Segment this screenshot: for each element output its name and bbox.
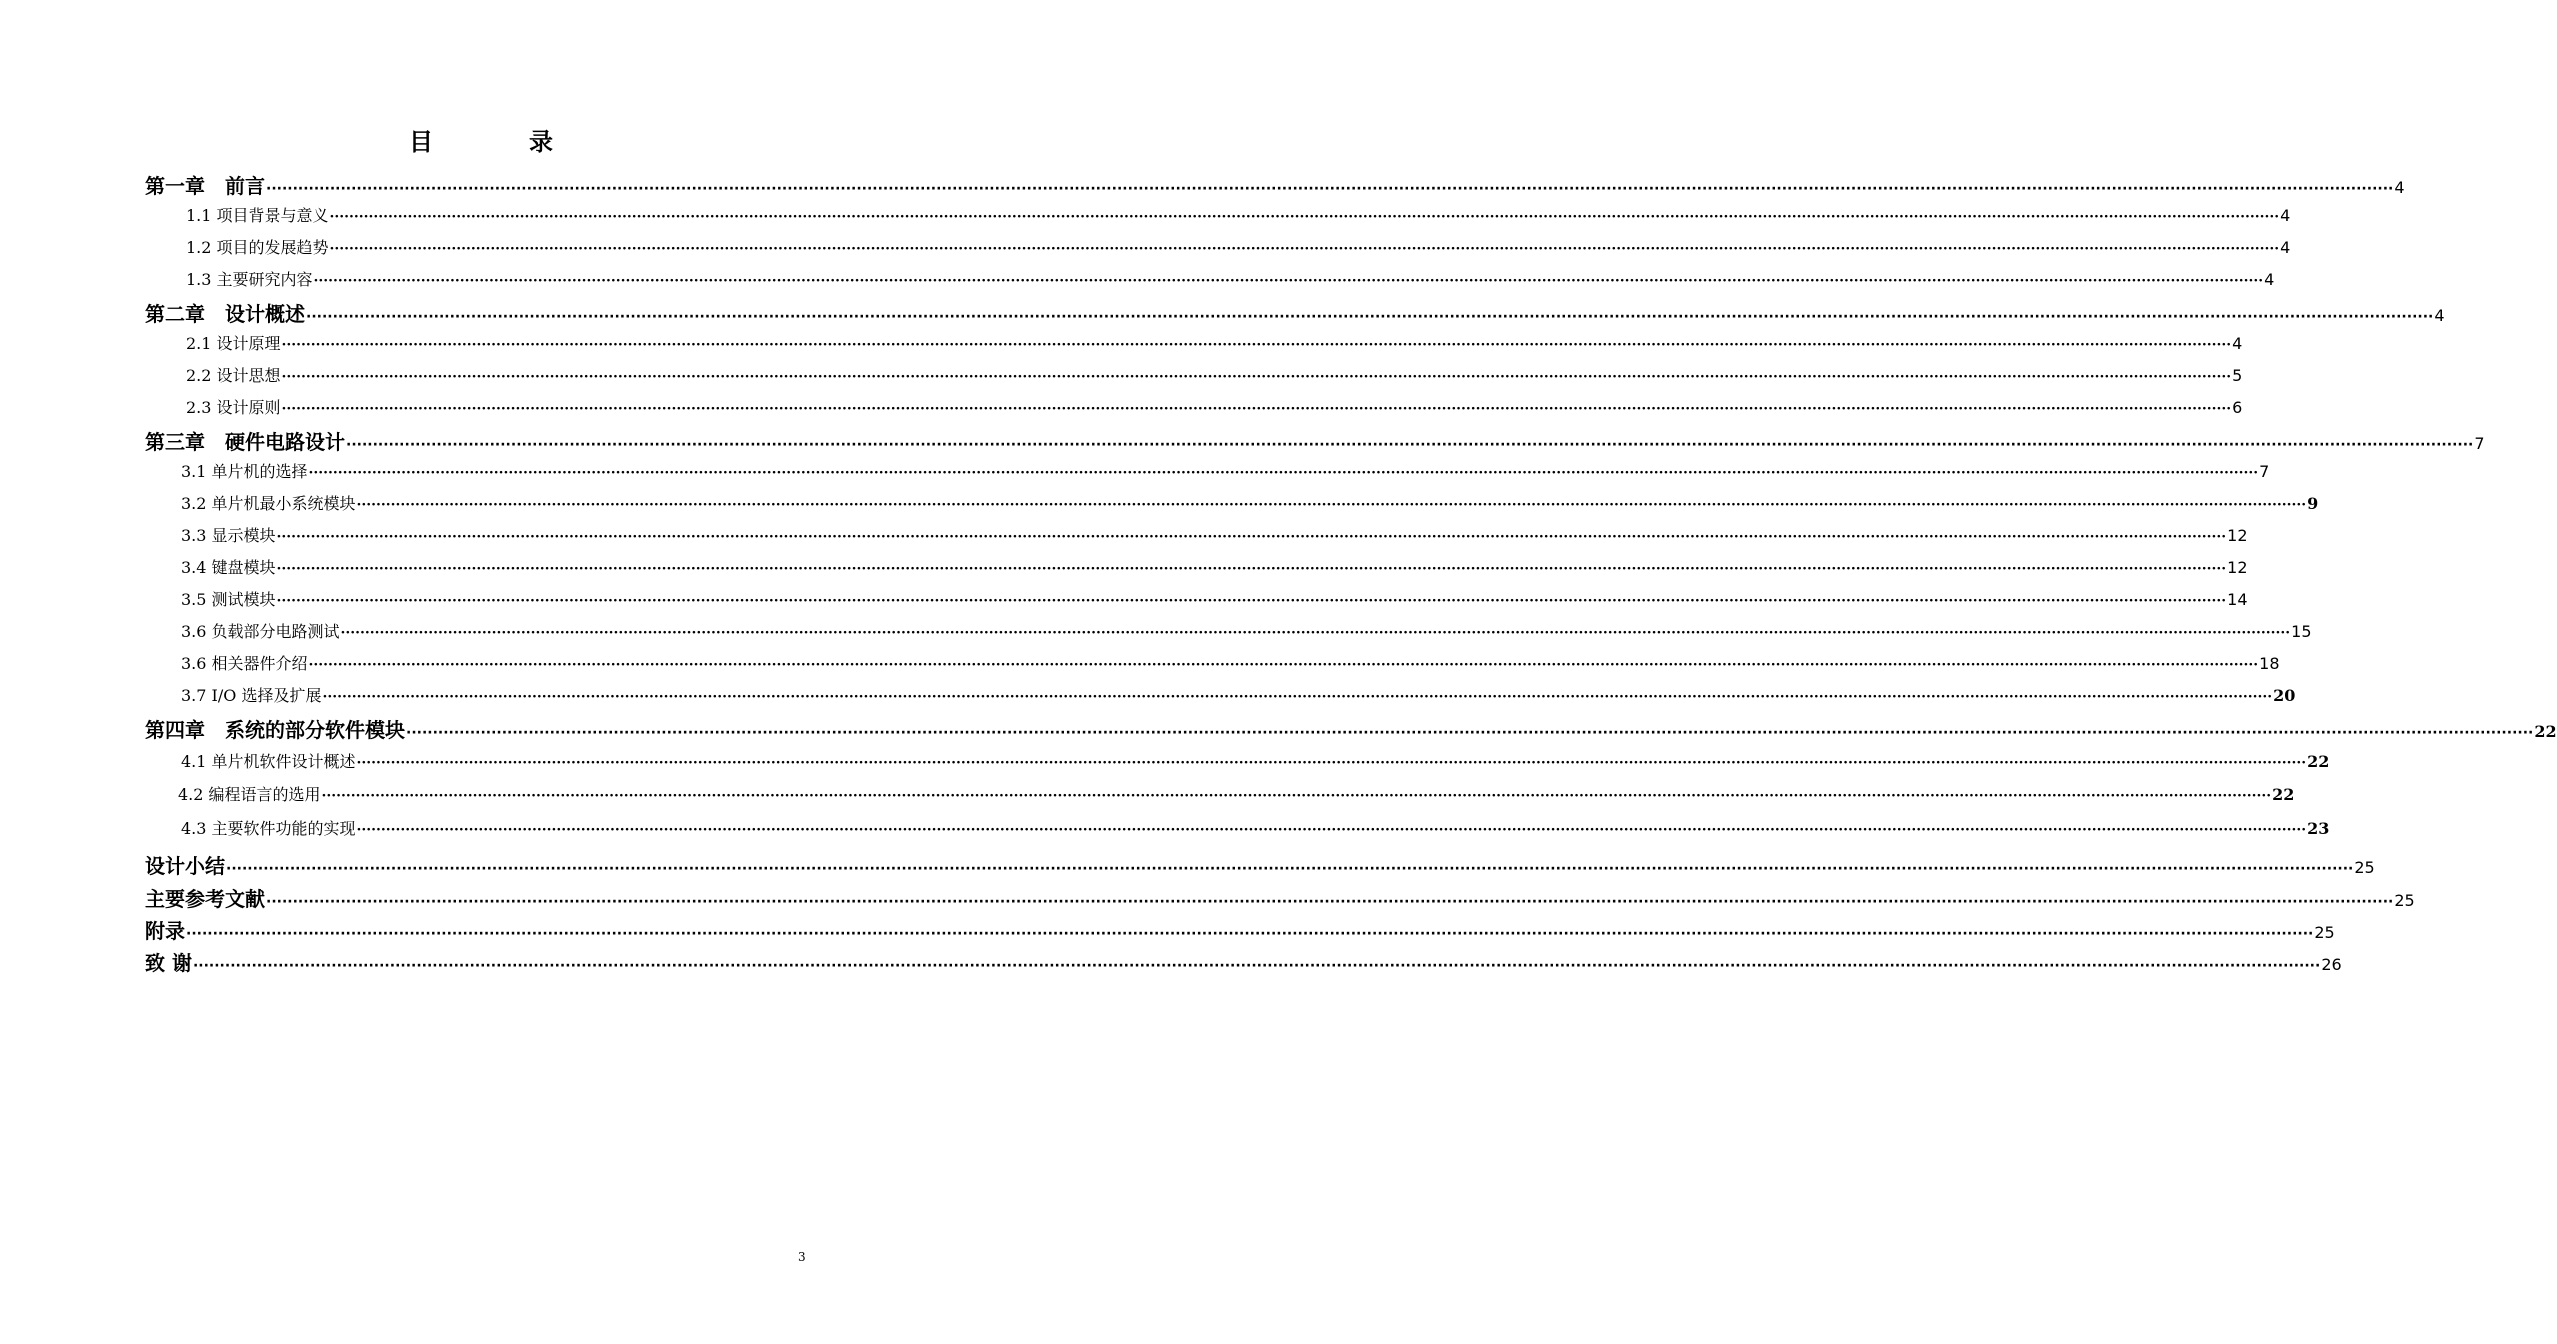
toc-leader-dots: ················································································································································································································································································································································································································	[356, 822, 2307, 838]
toc-entry-label: 4.2 编程语言的选用	[178, 785, 321, 804]
toc-section-entry[interactable]	[186, 203, 2291, 226]
toc-entry-label: 第三章 硬件电路设计	[145, 430, 345, 454]
toc-section-entry[interactable]	[181, 587, 2248, 610]
toc-entry-page: 15	[2291, 622, 2312, 641]
toc-leader-dots: ················································································································································································································································································································································································································	[329, 241, 2280, 257]
toc-entry-page: 12	[2227, 558, 2248, 577]
toc-entry-page: 25	[2354, 858, 2375, 877]
toc-leader-dots: ················································································································································································································································································································································································································	[356, 755, 2307, 771]
toc-entry-label: 1.1 项目背景与意义	[186, 206, 329, 225]
toc-entry-label: 1.3 主要研究内容	[186, 270, 313, 289]
toc-entry-page: 9	[2307, 494, 2319, 513]
toc-entry-page: 6	[2232, 398, 2243, 417]
toc-chapter-entry[interactable]	[145, 298, 2445, 327]
toc-entry-label: 第四章 系统的部分软件模块	[145, 718, 405, 742]
toc-chapter-entry[interactable]	[145, 915, 2335, 944]
toc-entry-page: 4	[2434, 306, 2445, 325]
toc-entry-label: 3.6 相关器件介绍	[181, 654, 308, 673]
page-number: 3	[798, 1250, 806, 1264]
toc-section-entry[interactable]	[181, 555, 2248, 578]
toc-leader-dots: ················································································································································································································································································································································································································	[322, 689, 2273, 705]
toc-leader-dots: ················································································································································································································································································································································································································	[329, 209, 2280, 225]
toc-entry-label: 4.3 主要软件功能的实现	[181, 819, 356, 838]
toc-entry-label: 2.1 设计原理	[186, 334, 281, 353]
toc-leader-dots: ················································································································································································································································································································································································································	[281, 401, 2232, 417]
toc-entry-label: 3.6 负载部分电路测试	[181, 622, 340, 641]
toc-entry-label: 主要参考文献	[145, 887, 265, 911]
toc-entry-page: 4	[2280, 238, 2291, 257]
toc-leader-dots: ················································································································································································································································································································································································································	[308, 657, 2259, 673]
toc-section-entry[interactable]	[181, 459, 2270, 482]
toc-entry-page: 12	[2227, 526, 2248, 545]
toc-entry-page: 18	[2259, 654, 2280, 673]
toc-entry-page: 22	[2272, 785, 2295, 804]
toc-entry-label: 附录	[145, 919, 185, 943]
toc-entry-label: 设计小结	[145, 854, 225, 878]
toc-leader-dots: ················································································································································································································································································································································································································	[308, 465, 2259, 481]
toc-leader-dots: ················································································································································································································································································································································································································	[186, 926, 2314, 942]
toc-section-entry[interactable]	[181, 491, 2319, 514]
toc-leader-dots: ················································································································································································································································································································································································································	[226, 861, 2354, 877]
toc-entry-page: 22	[2307, 752, 2330, 771]
toc-entry-page: 7	[2259, 462, 2270, 481]
toc-entry-page: 20	[2273, 686, 2296, 705]
toc-entry-label: 3.7 I/O 选择及扩展	[181, 686, 322, 705]
toc-section-entry[interactable]	[186, 395, 2243, 418]
toc-leader-dots: ················································································································································································································································································································································································································	[340, 625, 2291, 641]
toc-chapter-entry[interactable]	[145, 170, 2405, 199]
toc-entry-label: 第二章 设计概述	[145, 302, 305, 326]
toc-entry-page: 22	[2534, 722, 2557, 741]
toc-section-entry[interactable]	[186, 235, 2291, 258]
toc-leader-dots: ················································································································································································································································································································································································································	[281, 337, 2232, 353]
toc-entry-page: 7	[2474, 434, 2485, 453]
toc-entry-label: 3.1 单片机的选择	[181, 462, 308, 481]
toc-leader-dots: ················································································································································································································································································································································································································	[346, 437, 2474, 453]
toc-leader-dots: ················································································································································································································································································································································································································	[306, 309, 2434, 325]
toc-entry-label: 第一章 前言	[145, 174, 265, 198]
toc-section-entry[interactable]	[186, 363, 2243, 386]
toc-section-entry[interactable]	[181, 523, 2248, 546]
toc-entry-page: 25	[2314, 923, 2335, 942]
toc-entry-page: 4	[2264, 270, 2275, 289]
toc-section-entry[interactable]	[178, 782, 2295, 805]
toc-chapter-entry[interactable]	[145, 883, 2415, 912]
toc-entry-label: 3.5 测试模块	[181, 590, 276, 609]
toc-leader-dots: ················································································································································································································································································································································································································	[321, 788, 2272, 804]
toc-leader-dots: ················································································································································································································································································································································································································	[281, 369, 2232, 385]
toc-entry-label: 致 谢	[145, 951, 192, 975]
toc-leader-dots: ················································································································································································································································································································································································································	[356, 497, 2307, 513]
toc-entry-page: 25	[2394, 891, 2415, 910]
toc-entry-page: 4	[2280, 206, 2291, 225]
toc-section-entry[interactable]	[181, 749, 2330, 772]
toc-entry-label: 3.2 单片机最小系统模块	[181, 494, 356, 513]
toc-entry-label: 2.3 设计原则	[186, 398, 281, 417]
toc-section-entry[interactable]	[181, 651, 2280, 674]
toc-section-entry[interactable]	[181, 816, 2330, 839]
toc-chapter-entry[interactable]	[145, 714, 2557, 743]
toc-entry-page: 23	[2307, 819, 2330, 838]
toc-leader-dots: ················································································································································································································································································································································································································	[313, 273, 2264, 289]
toc-leader-dots: ················································································································································································································································································································································································································	[406, 725, 2534, 741]
toc-leader-dots: ················································································································································································································································································································································································································	[266, 181, 2394, 197]
toc-section-entry[interactable]	[181, 619, 2312, 642]
toc-chapter-entry[interactable]	[145, 850, 2375, 879]
toc-entry-label: 3.4 键盘模块	[181, 558, 276, 577]
toc-entry-label: 2.2 设计思想	[186, 366, 281, 385]
toc-leader-dots: ················································································································································································································································································································································································································	[276, 529, 2227, 545]
toc-title: 目 录	[409, 128, 589, 156]
toc-entry-page: 5	[2232, 366, 2243, 385]
toc-entry-label: 3.3 显示模块	[181, 526, 276, 545]
toc-entry-page: 4	[2232, 334, 2243, 353]
toc-section-entry[interactable]	[186, 331, 2243, 354]
toc-entry-page: 14	[2227, 590, 2248, 609]
toc-entry-label: 4.1 单片机软件设计概述	[181, 752, 356, 771]
toc-leader-dots: ················································································································································································································································································································································································································	[276, 593, 2227, 609]
toc-entry-page: 26	[2321, 955, 2342, 974]
toc-chapter-entry[interactable]	[145, 947, 2342, 976]
toc-leader-dots: ················································································································································································································································································································································································································	[266, 894, 2394, 910]
toc-leader-dots: ················································································································································································································································································································································································································	[276, 561, 2227, 577]
toc-leader-dots: ················································································································································································································································································································································································································	[192, 958, 2321, 974]
toc-entry-label: 1.2 项目的发展趋势	[186, 238, 329, 257]
toc-chapter-entry[interactable]	[145, 426, 2485, 455]
toc-entry-page: 4	[2394, 178, 2405, 197]
toc-section-entry[interactable]	[181, 683, 2296, 706]
toc-section-entry[interactable]	[186, 267, 2275, 290]
